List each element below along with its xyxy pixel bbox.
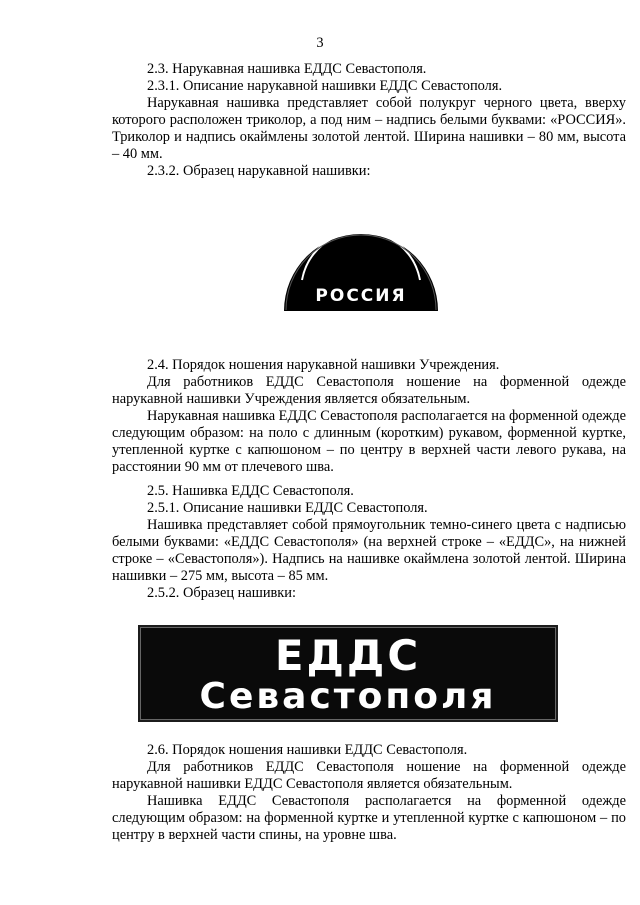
paragraph: Нашивка ЕДДС Севастополя располагается на форменной одежде следующим образом: на форменной куртке и утепленной куртке с капюшоном – по центру в верхней части спины, на уровне шва. — [112, 793, 626, 843]
sleeve-patch-image — [282, 222, 440, 312]
section-2-5 — [112, 483, 626, 602]
patch-line-bottom: Севастополя — [199, 676, 497, 717]
section-heading: 2.6. Порядок ношения нашивки ЕДДС Севастополя. — [147, 742, 468, 758]
paragraph: Нарукавная нашивка ЕДДС Севастополя располагается на форменной одежде следующим образом: на поло с длинным (коротким) рукавом, форменной куртке, утепленной куртке с капюшоном – по центру в верхней части левого рукава, на расстоянии 90 мм от плечевого шва. — [112, 408, 626, 475]
paragraph: Для работников ЕДДС Севастополя ношение на форменной одежде нарукавной нашивки ЕДДС Севастополя является обязательным. — [112, 759, 626, 792]
edds-patch-image — [138, 625, 558, 722]
section-2-6 — [112, 742, 626, 844]
subsection-heading: 2.3.1. Описание нарукавной нашивки ЕДДС Севастополя. — [147, 78, 503, 94]
section-2-4 — [112, 357, 626, 476]
page-number: 3 — [316, 35, 324, 51]
subsection-heading: 2.5.2. Образец нашивки: — [147, 585, 297, 601]
patch-line-top: ЕДДС — [274, 631, 422, 680]
subsection-heading: 2.5.1. Описание нашивки ЕДДС Севастополя. — [147, 500, 428, 516]
section-heading: 2.3. Нарукавная нашивка ЕДДС Севастополя. — [147, 61, 427, 77]
section-heading: 2.4. Порядок ношения нарукавной нашивки Учреждения. — [147, 357, 500, 373]
subsection-heading: 2.3.2. Образец нарукавной нашивки: — [147, 163, 371, 179]
section-heading: 2.5. Нашивка ЕДДС Севастополя. — [147, 483, 354, 499]
paragraph: Нашивка представляет собой прямоугольник темно-синего цвета с надписью белыми буквами: «ЕДДС Севастополя» (на верхней строке – «ЕДДС», на нижней строке – «Севастополя»). Надпись на нашивке окаймлена золотой лентой. Ширина нашивки – 275 мм, высота – 85 мм. — [112, 517, 626, 584]
section-2-3 — [112, 61, 626, 180]
paragraph: Для работников ЕДДС Севастополя ношение на форменной одежде нарукавной нашивки Учреждения является обязательным. — [112, 374, 626, 407]
patch-text: РОССИЯ — [315, 286, 407, 306]
paragraph: Нарукавная нашивка представляет собой полукруг черного цвета, вверху которого расположен триколор, а под ним – надпись белыми буквами: «РОССИЯ». Триколор и надпись окаймлены золотой лентой. Ширина нашивки – 80 мм, высота – 40 мм. — [112, 95, 626, 162]
